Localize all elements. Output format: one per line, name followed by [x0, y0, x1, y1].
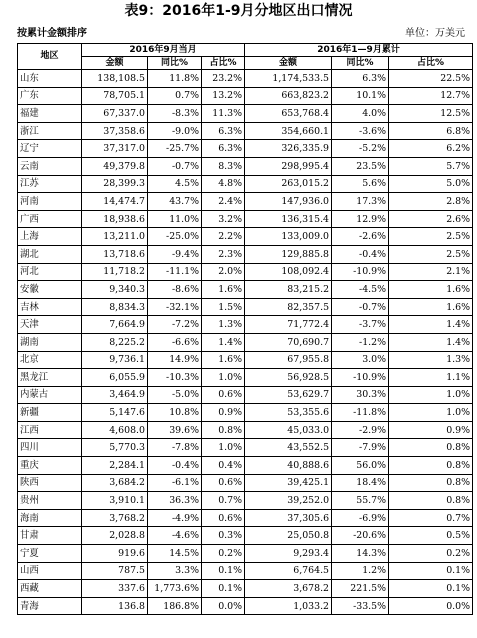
month-yoy-cell: -8.3%: [148, 105, 202, 123]
month-share-cell: 0.8%: [202, 421, 245, 439]
month-yoy-cell: -0.7%: [148, 157, 202, 175]
region-cell: 天津: [18, 316, 82, 334]
month-yoy-cell: -25.7%: [148, 140, 202, 158]
cum-yoy-cell: 12.9%: [332, 210, 389, 228]
cum-yoy-cell: -33.5%: [332, 597, 389, 615]
month-share-cell: 2.2%: [202, 228, 245, 246]
cum-yoy-cell: 23.5%: [332, 157, 389, 175]
month-share-cell: 23.2%: [202, 70, 245, 88]
cum-yoy-cell: -4.5%: [332, 281, 389, 299]
month-yoy-cell: -5.0%: [148, 386, 202, 404]
month-yoy-cell: 14.5%: [148, 545, 202, 563]
region-cell: 内蒙古: [18, 386, 82, 404]
month-share-cell: 2.3%: [202, 245, 245, 263]
header-cum-share: 占比%: [389, 57, 473, 70]
cum-yoy-cell: -7.9%: [332, 439, 389, 457]
month-amount-cell: 4,608.0: [82, 421, 148, 439]
cum-share-cell: 0.8%: [389, 492, 473, 510]
month-share-cell: 1.5%: [202, 298, 245, 316]
month-yoy-cell: 3.3%: [148, 562, 202, 580]
table-row: [18, 527, 473, 545]
table-row: [18, 351, 473, 369]
table-row: [18, 386, 473, 404]
table-row: [18, 122, 473, 140]
month-amount-cell: 5,147.6: [82, 404, 148, 422]
table-row: [18, 228, 473, 246]
region-cell: 云南: [18, 157, 82, 175]
month-yoy-cell: 186.8%: [148, 597, 202, 615]
month-share-cell: 1.0%: [202, 369, 245, 387]
month-amount-cell: 2,284.1: [82, 457, 148, 475]
month-yoy-cell: -9.4%: [148, 245, 202, 263]
cum-share-cell: 1.3%: [389, 351, 473, 369]
month-share-cell: 0.0%: [202, 597, 245, 615]
month-share-cell: 0.4%: [202, 457, 245, 475]
month-share-cell: 13.2%: [202, 87, 245, 105]
table-row: [18, 404, 473, 422]
month-amount-cell: 18,938.6: [82, 210, 148, 228]
month-share-cell: 1.3%: [202, 316, 245, 334]
month-amount-cell: 78,705.1: [82, 87, 148, 105]
month-yoy-cell: -7.2%: [148, 316, 202, 334]
header-month-amount: 金额: [82, 57, 148, 70]
cum-amount-cell: 53,355.6: [245, 404, 332, 422]
month-share-cell: 0.6%: [202, 474, 245, 492]
month-share-cell: 0.1%: [202, 580, 245, 598]
month-yoy-cell: -11.1%: [148, 263, 202, 281]
cum-share-cell: 0.8%: [389, 439, 473, 457]
region-cell: 安徽: [18, 281, 82, 299]
cum-amount-cell: 45,033.0: [245, 421, 332, 439]
month-share-cell: 0.3%: [202, 527, 245, 545]
month-yoy-cell: -0.4%: [148, 457, 202, 475]
cum-share-cell: 1.4%: [389, 316, 473, 334]
cum-amount-cell: 37,305.6: [245, 509, 332, 527]
cum-amount-cell: 133,009.0: [245, 228, 332, 246]
month-amount-cell: 919.6: [82, 545, 148, 563]
cum-share-cell: 0.1%: [389, 580, 473, 598]
month-amount-cell: 337.6: [82, 580, 148, 598]
cum-share-cell: 1.0%: [389, 386, 473, 404]
table-row: [18, 369, 473, 387]
table-row: [18, 545, 473, 563]
month-yoy-cell: -6.1%: [148, 474, 202, 492]
month-yoy-cell: -32.1%: [148, 298, 202, 316]
region-cell: 湖北: [18, 245, 82, 263]
region-cell: 江西: [18, 421, 82, 439]
cum-amount-cell: 53,629.7: [245, 386, 332, 404]
month-share-cell: 6.3%: [202, 140, 245, 158]
table-row: [18, 193, 473, 211]
cum-amount-cell: 40,888.6: [245, 457, 332, 475]
cum-amount-cell: 25,050.8: [245, 527, 332, 545]
cum-amount-cell: 147,936.0: [245, 193, 332, 211]
header-cum-yoy: 同比%: [332, 57, 389, 70]
header-cumulative-period: 2016年1—9月累计: [245, 44, 473, 57]
month-yoy-cell: -7.8%: [148, 439, 202, 457]
cum-yoy-cell: -0.7%: [332, 298, 389, 316]
cum-share-cell: 0.0%: [389, 597, 473, 615]
month-yoy-cell: -25.0%: [148, 228, 202, 246]
header-month-share: 占比%: [202, 57, 245, 70]
cum-share-cell: 2.1%: [389, 263, 473, 281]
cum-amount-cell: 136,315.4: [245, 210, 332, 228]
cum-yoy-cell: 1.2%: [332, 562, 389, 580]
month-share-cell: 1.4%: [202, 333, 245, 351]
month-amount-cell: 8,225.2: [82, 333, 148, 351]
table-row: [18, 474, 473, 492]
region-cell: 青海: [18, 597, 82, 615]
month-share-cell: 1.6%: [202, 351, 245, 369]
cum-share-cell: 2.6%: [389, 210, 473, 228]
cum-share-cell: 2.5%: [389, 245, 473, 263]
region-cell: 广东: [18, 87, 82, 105]
region-cell: 四川: [18, 439, 82, 457]
region-cell: 甘肃: [18, 527, 82, 545]
cum-amount-cell: 1,174,533.5: [245, 70, 332, 88]
table-row: [18, 140, 473, 158]
month-share-cell: 0.2%: [202, 545, 245, 563]
month-amount-cell: 14,474.7: [82, 193, 148, 211]
month-yoy-cell: 39.6%: [148, 421, 202, 439]
region-cell: 辽宁: [18, 140, 82, 158]
month-yoy-cell: 11.0%: [148, 210, 202, 228]
cum-amount-cell: 354,660.1: [245, 122, 332, 140]
table-row: [18, 105, 473, 123]
cum-amount-cell: 653,768.4: [245, 105, 332, 123]
month-amount-cell: 9,736.1: [82, 351, 148, 369]
month-yoy-cell: 4.5%: [148, 175, 202, 193]
month-yoy-cell: 11.8%: [148, 70, 202, 88]
cum-yoy-cell: -10.9%: [332, 369, 389, 387]
region-cell: 上海: [18, 228, 82, 246]
month-amount-cell: 3,768.2: [82, 509, 148, 527]
region-cell: 西藏: [18, 580, 82, 598]
cum-yoy-cell: 221.5%: [332, 580, 389, 598]
month-share-cell: 1.6%: [202, 281, 245, 299]
table-row: [18, 157, 473, 175]
table-row: [18, 210, 473, 228]
month-share-cell: 0.7%: [202, 492, 245, 510]
month-share-cell: 0.9%: [202, 404, 245, 422]
month-amount-cell: 5,770.3: [82, 439, 148, 457]
region-cell: 江苏: [18, 175, 82, 193]
month-amount-cell: 136.8: [82, 597, 148, 615]
month-yoy-cell: -4.6%: [148, 527, 202, 545]
month-yoy-cell: 36.3%: [148, 492, 202, 510]
table-row: [18, 245, 473, 263]
cum-yoy-cell: -20.6%: [332, 527, 389, 545]
cum-amount-cell: 298,995.4: [245, 157, 332, 175]
month-amount-cell: 9,340.3: [82, 281, 148, 299]
region-cell: 吉林: [18, 298, 82, 316]
region-cell: 重庆: [18, 457, 82, 475]
month-amount-cell: 138,108.5: [82, 70, 148, 88]
month-yoy-cell: -10.3%: [148, 369, 202, 387]
month-yoy-cell: 43.7%: [148, 193, 202, 211]
month-amount-cell: 67,337.0: [82, 105, 148, 123]
region-cell: 海南: [18, 509, 82, 527]
unit-label: 单位：万美元: [405, 28, 465, 39]
cum-amount-cell: 43,552.5: [245, 439, 332, 457]
cum-yoy-cell: 18.4%: [332, 474, 389, 492]
header-cum-amount: 金额: [245, 57, 332, 70]
cum-yoy-cell: 56.0%: [332, 457, 389, 475]
cum-yoy-cell: 10.1%: [332, 87, 389, 105]
cum-yoy-cell: -5.2%: [332, 140, 389, 158]
table-row: [18, 333, 473, 351]
region-cell: 湖南: [18, 333, 82, 351]
region-cell: 福建: [18, 105, 82, 123]
cum-yoy-cell: 55.7%: [332, 492, 389, 510]
month-share-cell: 0.6%: [202, 509, 245, 527]
month-share-cell: 11.3%: [202, 105, 245, 123]
cum-amount-cell: 263,015.2: [245, 175, 332, 193]
cum-yoy-cell: -3.6%: [332, 122, 389, 140]
month-yoy-cell: -4.9%: [148, 509, 202, 527]
month-amount-cell: 13,718.6: [82, 245, 148, 263]
month-share-cell: 3.2%: [202, 210, 245, 228]
cum-share-cell: 22.5%: [389, 70, 473, 88]
cum-share-cell: 5.0%: [389, 175, 473, 193]
cum-share-cell: 0.9%: [389, 421, 473, 439]
month-yoy-cell: -9.0%: [148, 122, 202, 140]
table-row: [18, 70, 473, 88]
cum-amount-cell: 67,955.8: [245, 351, 332, 369]
cum-amount-cell: 56,928.5: [245, 369, 332, 387]
cum-amount-cell: 39,425.1: [245, 474, 332, 492]
table-row: [18, 281, 473, 299]
cum-yoy-cell: -2.9%: [332, 421, 389, 439]
cum-yoy-cell: -6.9%: [332, 509, 389, 527]
cum-share-cell: 1.1%: [389, 369, 473, 387]
cum-share-cell: 1.0%: [389, 404, 473, 422]
month-amount-cell: 7,664.9: [82, 316, 148, 334]
header-month-period: 2016年9月当月: [82, 44, 245, 57]
cum-share-cell: 6.8%: [389, 122, 473, 140]
cum-amount-cell: 82,357.5: [245, 298, 332, 316]
cum-share-cell: 1.6%: [389, 281, 473, 299]
table-row: [18, 509, 473, 527]
month-share-cell: 1.0%: [202, 439, 245, 457]
month-amount-cell: 37,317.0: [82, 140, 148, 158]
cum-yoy-cell: 14.3%: [332, 545, 389, 563]
export-table: [17, 43, 473, 615]
month-yoy-cell: -6.6%: [148, 333, 202, 351]
cum-amount-cell: 1,033.2: [245, 597, 332, 615]
cum-yoy-cell: -2.6%: [332, 228, 389, 246]
region-cell: 黑龙江: [18, 369, 82, 387]
cum-share-cell: 0.8%: [389, 474, 473, 492]
table-row: [18, 580, 473, 598]
month-amount-cell: 3,684.2: [82, 474, 148, 492]
cum-share-cell: 12.5%: [389, 105, 473, 123]
region-cell: 宁夏: [18, 545, 82, 563]
region-cell: 陕西: [18, 474, 82, 492]
sort-note: 按累计金额排序: [17, 28, 87, 39]
cum-share-cell: 5.7%: [389, 157, 473, 175]
cum-amount-cell: 108,092.4: [245, 263, 332, 281]
cum-amount-cell: 6,764.5: [245, 562, 332, 580]
table-row: [18, 492, 473, 510]
month-share-cell: 0.6%: [202, 386, 245, 404]
region-cell: 河南: [18, 193, 82, 211]
month-amount-cell: 11,718.2: [82, 263, 148, 281]
region-cell: 北京: [18, 351, 82, 369]
month-share-cell: 6.3%: [202, 122, 245, 140]
cum-share-cell: 12.7%: [389, 87, 473, 105]
cum-amount-cell: 663,823.2: [245, 87, 332, 105]
region-cell: 河北: [18, 263, 82, 281]
cum-share-cell: 0.7%: [389, 509, 473, 527]
table-row: [18, 263, 473, 281]
month-amount-cell: 8,834.3: [82, 298, 148, 316]
cum-yoy-cell: -1.2%: [332, 333, 389, 351]
cum-amount-cell: 9,293.4: [245, 545, 332, 563]
table-row: [18, 175, 473, 193]
table-row: [18, 298, 473, 316]
month-yoy-cell: 0.7%: [148, 87, 202, 105]
page-title: 表9：2016年1-9月分地区出口情况: [124, 3, 353, 19]
month-yoy-cell: 10.8%: [148, 404, 202, 422]
cum-share-cell: 1.6%: [389, 298, 473, 316]
cum-amount-cell: 71,772.4: [245, 316, 332, 334]
cum-amount-cell: 39,252.0: [245, 492, 332, 510]
cum-yoy-cell: 30.3%: [332, 386, 389, 404]
table-body: [18, 70, 473, 615]
cum-yoy-cell: 5.6%: [332, 175, 389, 193]
table-header: [18, 44, 473, 70]
month-share-cell: 8.3%: [202, 157, 245, 175]
region-cell: 广西: [18, 210, 82, 228]
cum-share-cell: 6.2%: [389, 140, 473, 158]
region-cell: 山西: [18, 562, 82, 580]
cum-share-cell: 2.5%: [389, 228, 473, 246]
cum-share-cell: 0.8%: [389, 457, 473, 475]
month-amount-cell: 28,399.3: [82, 175, 148, 193]
month-amount-cell: 49,379.8: [82, 157, 148, 175]
month-amount-cell: 37,358.6: [82, 122, 148, 140]
cum-amount-cell: 3,678.2: [245, 580, 332, 598]
month-amount-cell: 3,464.9: [82, 386, 148, 404]
cum-yoy-cell: -11.8%: [332, 404, 389, 422]
month-yoy-cell: 14.9%: [148, 351, 202, 369]
cum-amount-cell: 70,690.7: [245, 333, 332, 351]
table-row: [18, 316, 473, 334]
month-share-cell: 0.1%: [202, 562, 245, 580]
cum-amount-cell: 326,335.9: [245, 140, 332, 158]
cum-yoy-cell: -3.7%: [332, 316, 389, 334]
cum-amount-cell: 129,885.8: [245, 245, 332, 263]
cum-yoy-cell: 17.3%: [332, 193, 389, 211]
region-cell: 山东: [18, 70, 82, 88]
region-cell: 浙江: [18, 122, 82, 140]
table-row: [18, 87, 473, 105]
month-amount-cell: 2,028.8: [82, 527, 148, 545]
month-share-cell: 4.8%: [202, 175, 245, 193]
region-cell: 贵州: [18, 492, 82, 510]
table-row: [18, 562, 473, 580]
cum-share-cell: 0.1%: [389, 562, 473, 580]
cum-share-cell: 0.2%: [389, 545, 473, 563]
cum-yoy-cell: 3.0%: [332, 351, 389, 369]
table-row: [18, 457, 473, 475]
month-amount-cell: 6,055.9: [82, 369, 148, 387]
month-yoy-cell: 1,773.6%: [148, 580, 202, 598]
header-month-yoy: 同比%: [148, 57, 202, 70]
month-amount-cell: 787.5: [82, 562, 148, 580]
month-amount-cell: 13,211.0: [82, 228, 148, 246]
table-row: [18, 597, 473, 615]
month-amount-cell: 3,910.1: [82, 492, 148, 510]
cum-share-cell: 2.8%: [389, 193, 473, 211]
cum-amount-cell: 83,215.2: [245, 281, 332, 299]
cum-share-cell: 0.5%: [389, 527, 473, 545]
month-share-cell: 2.0%: [202, 263, 245, 281]
month-share-cell: 2.4%: [202, 193, 245, 211]
table-row: [18, 439, 473, 457]
cum-share-cell: 1.4%: [389, 333, 473, 351]
cum-yoy-cell: -0.4%: [332, 245, 389, 263]
cum-yoy-cell: -10.9%: [332, 263, 389, 281]
cum-yoy-cell: 4.0%: [332, 105, 389, 123]
region-cell: 新疆: [18, 404, 82, 422]
cum-yoy-cell: 6.3%: [332, 70, 389, 88]
table-row: [18, 421, 473, 439]
month-yoy-cell: -8.6%: [148, 281, 202, 299]
header-region: 地区: [18, 44, 82, 70]
